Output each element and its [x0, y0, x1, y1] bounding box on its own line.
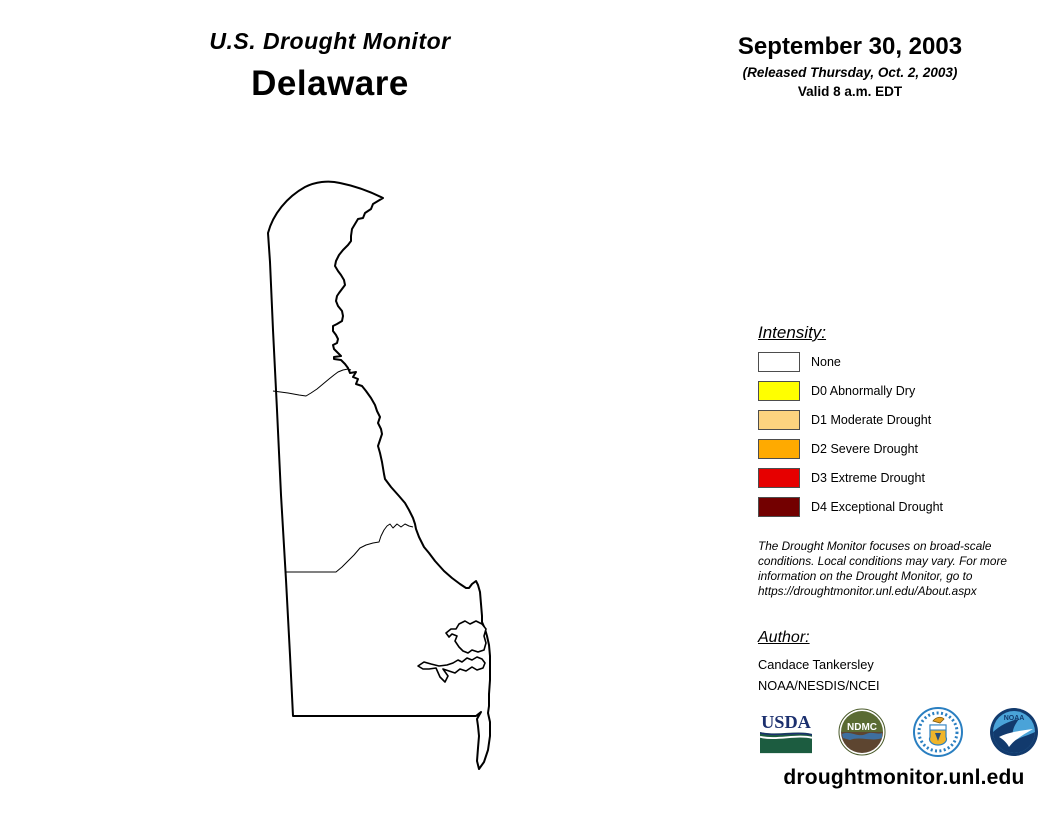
- svg-text:NDMC: NDMC: [847, 722, 877, 733]
- title-block: [130, 28, 530, 104]
- noaa-logo: [988, 706, 1040, 758]
- legend-label: D1 Moderate Drought: [811, 413, 932, 427]
- swatch-d3: [758, 468, 800, 488]
- swatch-d1: [758, 410, 800, 430]
- report-title: U.S. Drought Monitor: [209, 28, 451, 54]
- legend-label: D3 Extreme Drought: [811, 471, 925, 485]
- svg-text:NOAA: NOAA: [1003, 715, 1025, 722]
- legend-row-d4: [758, 497, 1048, 517]
- author-heading: Author:: [758, 629, 810, 646]
- valid-time: Valid 8 a.m. EDT: [797, 84, 903, 99]
- disclaimer-text: The Drought Monitor focuses on broad-scale conditions. Local conditions may vary. For more information on the Drought Monitor, go to https://droughtmonitor.unl.edu/About.aspx: [758, 539, 1007, 598]
- swatch-none: [758, 352, 800, 372]
- legend-heading: Intensity:: [758, 323, 827, 342]
- legend-row-d0: [758, 381, 1048, 401]
- ndmc-logo: [836, 706, 888, 758]
- author-org: NOAA/NESDIS/NCEI: [758, 678, 880, 693]
- legend-label: D2 Severe Drought: [811, 442, 919, 456]
- legend-label: None: [811, 355, 841, 369]
- region-title: Delaware: [251, 64, 409, 103]
- intensity-legend: [758, 323, 1048, 526]
- swatch-d4: [758, 497, 800, 517]
- legend-label: D4 Exceptional Drought: [811, 500, 944, 514]
- legend-row-none: [758, 352, 1048, 372]
- footer-url: droughtmonitor.unl.edu: [783, 766, 1025, 789]
- legend-label: D0 Abnormally Dry: [811, 384, 916, 398]
- author-name: Candace Tankersley: [758, 657, 874, 672]
- legend-row-d3: [758, 468, 1048, 488]
- author-block: [758, 629, 1048, 693]
- agency-logos: [760, 706, 1040, 758]
- state-outline: [268, 182, 490, 769]
- date-block: [690, 33, 1010, 99]
- release-date: (Released Thursday, Oct. 2, 2003): [742, 65, 958, 80]
- swatch-d2: [758, 439, 800, 459]
- legend-row-d1: [758, 410, 1048, 430]
- legend-row-d2: [758, 439, 1048, 459]
- doc-seal-logo: [912, 706, 964, 758]
- swatch-d0: [758, 381, 800, 401]
- svg-text:USDA: USDA: [761, 712, 811, 733]
- usda-logo: [760, 706, 812, 758]
- map-date: September 30, 2003: [737, 33, 963, 60]
